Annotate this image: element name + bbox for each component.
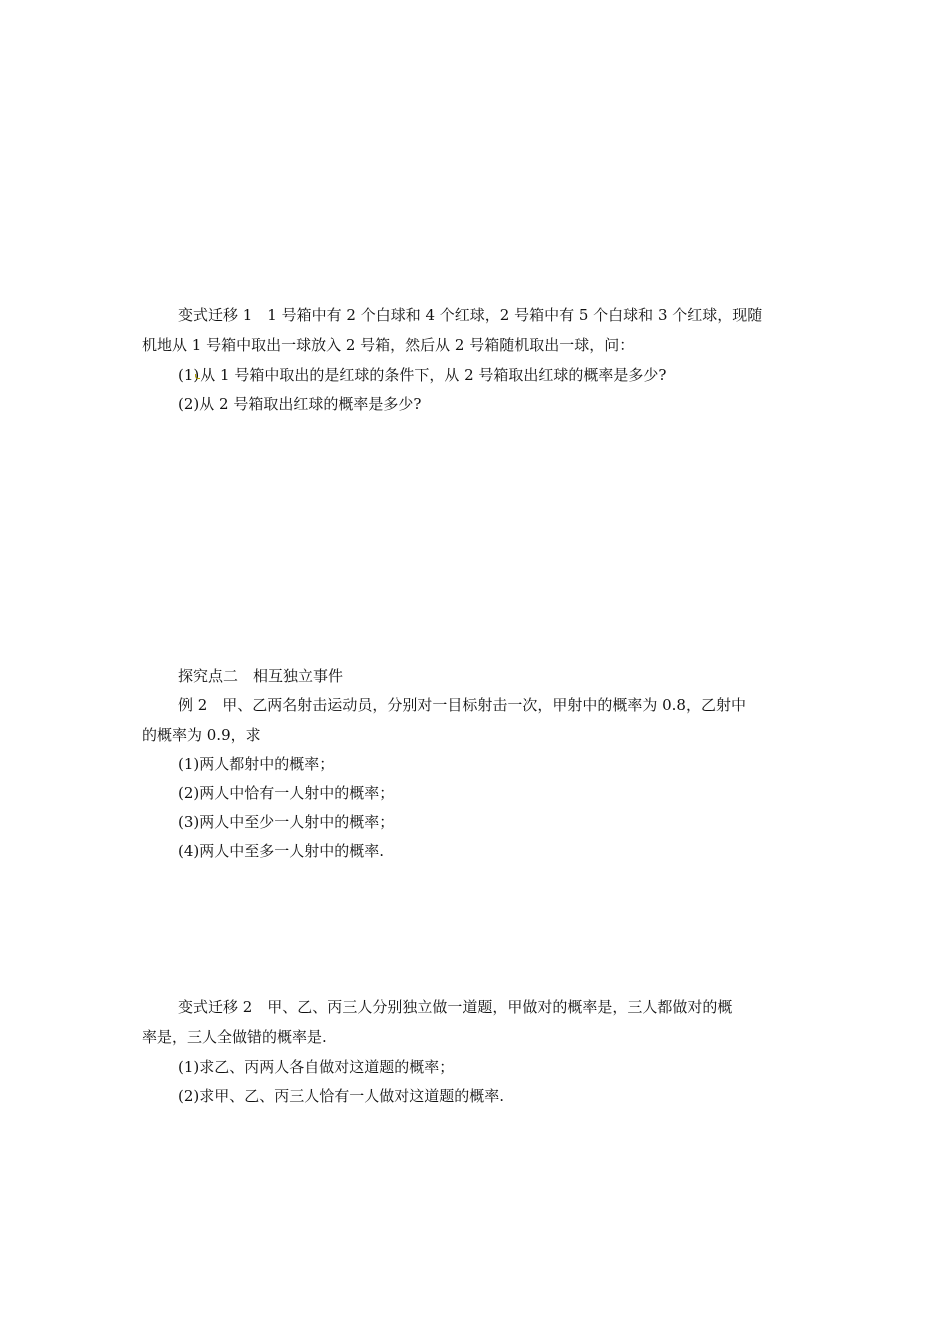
example-2-question-1: (1)两人都射中的概率；: [178, 755, 335, 773]
exercise-1-question-1-text: 从 1 号箱中取出的是红球的条件下，从 2 号箱取出红球的概率是多少?: [200, 366, 667, 384]
exercise-2-question-1: (1)求乙、丙两人各自做对这道题的概率；: [178, 1058, 455, 1076]
exercise-2-question-2-number: (2): [178, 1087, 200, 1105]
exercise-1-question-1: [178, 365, 666, 385]
example-2-question-4: (4)两人中至多一人射中的概率.: [178, 842, 385, 860]
exercise-1-question-2: (2)从 2 号箱取出红球的概率是多少?: [178, 395, 422, 413]
exercise-2-question-2: [178, 1086, 504, 1106]
section-2: [142, 666, 812, 866]
exercise-2: [142, 997, 812, 1107]
exercise-1-line-2: 机地从 1 号箱中取出一球放入 2 号箱，然后从 2 号箱随机取出一球，问：: [142, 336, 635, 354]
example-2-line-1: 例 2 甲、乙两名射击运动员，分别对一目标射击一次，甲射中的概率为 0.8，乙射中: [178, 696, 746, 714]
exercise-2-question-2-text: 求甲、乙、丙三人恰有一人做对这道题的概率.: [199, 1087, 505, 1105]
exercise-2-line-1: 变式迁移 2 甲、乙、丙三人分别独立做一道题，甲做对的概率是，三人都做对的概: [178, 998, 733, 1016]
exercise-1-question-1-number: (1): [178, 366, 200, 384]
exercise-1: [142, 305, 812, 415]
example-2-line-2: 的概率为 0.9，求: [142, 726, 261, 744]
section-2-heading: 探究点二 相互独立事件: [178, 667, 344, 685]
exercise-1-line-1: 变式迁移 1 1 号箱中有 2 个白球和 4 个红球，2 号箱中有 5 个白球和 3 个红球，现随: [178, 306, 763, 324]
example-2-question-2: (2)两人中恰有一人射中的概率；: [178, 784, 395, 802]
example-2-question-3: (3)两人中至少一人射中的概率；: [178, 813, 395, 831]
exercise-2-line-2: 率是，三人全做错的概率是.: [142, 1028, 327, 1046]
